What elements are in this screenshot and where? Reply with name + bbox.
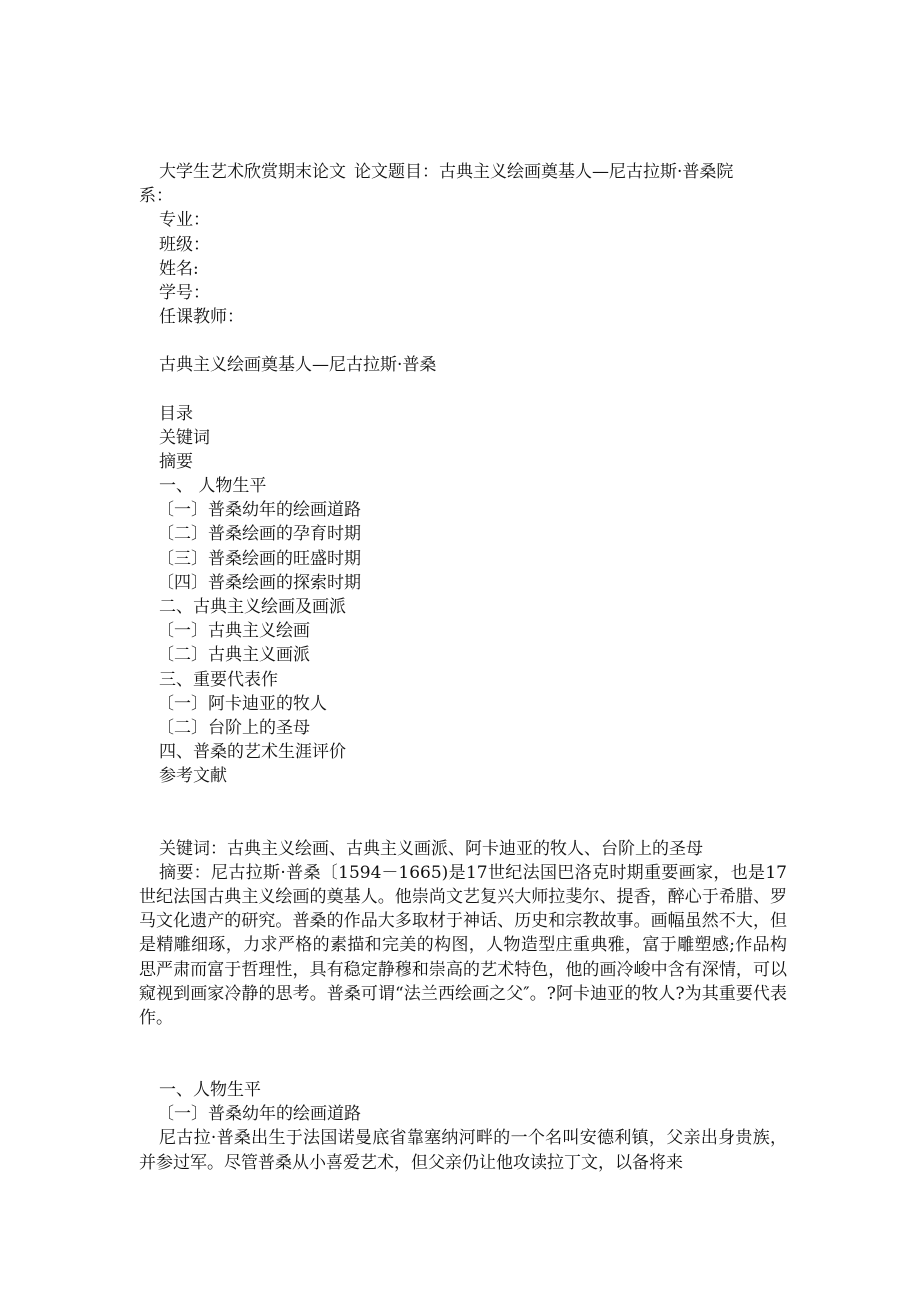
- section-1-heading: 一、人物生平: [159, 1080, 261, 1101]
- toc-item: 关键词: [159, 427, 210, 448]
- toc-item: 参考文献: [159, 766, 227, 787]
- section-1-subheading: 〔一〕普桑幼年的绘画道路: [157, 1104, 361, 1125]
- dept-label-line: [139, 184, 787, 208]
- header-line: [139, 160, 787, 184]
- toc-item: 摘要: [159, 451, 193, 472]
- keywords-line: 关键词：古典主义绘画、古典主义画派、阿卡迪亚的牧人、台阶上的圣母: [159, 838, 703, 859]
- toc-item: 〔一〕普桑幼年的绘画道路: [157, 500, 361, 521]
- info-field-student-id: 学号：: [159, 282, 210, 303]
- toc-item: 〔一〕古典主义绘画: [157, 621, 310, 642]
- toc-item: 二、古典主义绘画及画派: [159, 597, 346, 617]
- toc-item: 一、 人物生平: [159, 476, 267, 497]
- topic-label: 论文题目：古典主义绘画奠基人—尼古拉斯·普桑: [354, 162, 717, 182]
- dept-label-part1: 院: [716, 162, 734, 182]
- toc-item: 〔三〕普桑绘画的旺盛时期: [157, 548, 361, 569]
- document-title: 古典主义绘画奠基人—尼古拉斯·普桑: [159, 355, 437, 376]
- toc-item: 〔二〕普桑绘画的孕育时期: [157, 524, 361, 545]
- toc-heading: 目录: [159, 403, 193, 424]
- info-field-class: 班级：: [159, 234, 210, 255]
- toc-item: 〔四〕普桑绘画的探索时期: [157, 572, 361, 593]
- info-field-name: 姓名:: [159, 258, 199, 279]
- toc-item: 四、普桑的艺术生涯评价: [159, 742, 346, 763]
- toc-item: 〔一〕阿卡迪亚的牧人: [157, 693, 327, 714]
- toc-item: 〔二〕古典主义画派: [157, 645, 310, 666]
- toc-item: 〔二〕台阶上的圣母: [157, 717, 310, 738]
- document-page: [139, 160, 787, 1175]
- info-field-major: 专业：: [159, 210, 210, 231]
- abstract-paragraph: 摘要：尼古拉斯·普桑〔1594－1665)是17世纪法国巴洛克时期重要画家，也是17世纪法国古典主义绘画的奠基人。他崇尚文艺复兴大师拉斐尔、提香，醉心于希腊、罗马文化遗产的研究。普桑的作品大多取材于神话、历史和宗教故事。画幅虽然不大，但是精雕细琢，力求严格的素描和完美的构图，人物造型庄重典雅，富于雕塑感;作品构思严肃而富于哲理性，具有稳定静穆和崇高的艺术特色，他的画冷峻中含有深情，可以窥视到画家冷静的思考。普桑可谓“法兰西绘画之父″。?阿卡迪亚的牧人?为其重要代表作。: [139, 862, 787, 1028]
- course-title: 大学生艺术欣赏期末论文: [159, 162, 346, 182]
- dept-label-part2: 系：: [139, 186, 173, 207]
- info-field-teacher: 任课教师：: [159, 307, 244, 328]
- toc-item: 三、重要代表作: [159, 669, 278, 690]
- section-1-body: 尼古拉·普桑出生于法国诺曼底省靠塞纳河畔的一个名叫安德利镇，父亲出身贵族，并参过军。尽管普桑从小喜爱艺术，但父亲仍让他攻读拉丁文，以备将来: [139, 1128, 787, 1173]
